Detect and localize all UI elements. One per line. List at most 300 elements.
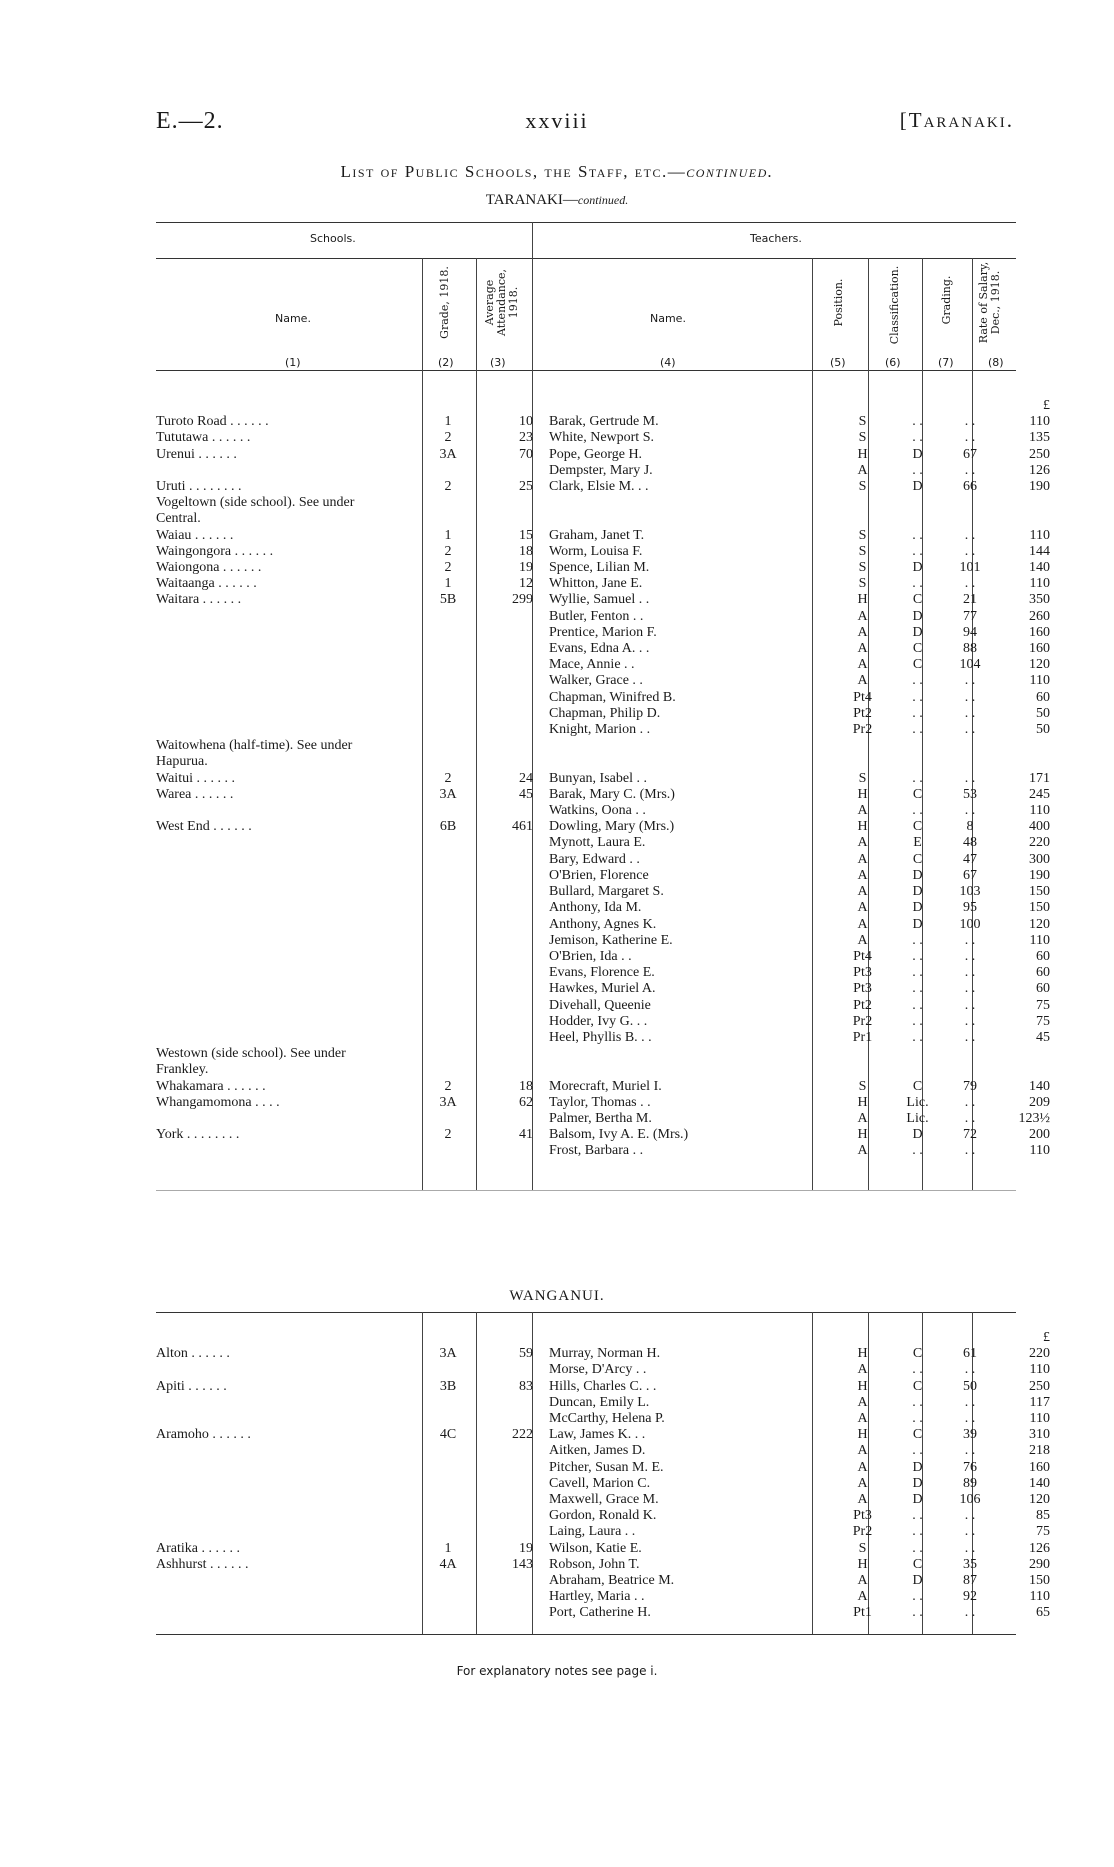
position-cell: Pr2 [852, 722, 873, 738]
classification-cell: Lic. [906, 1110, 929, 1126]
position-cell: A [857, 657, 868, 673]
classification-cell [890, 738, 945, 754]
attendance-cell: 18 [519, 1078, 533, 1094]
grade-cell [418, 463, 478, 479]
salary-cell: 110 [1029, 673, 1050, 689]
table-row [156, 673, 1050, 689]
grade-cell [418, 917, 478, 933]
table-row [156, 1079, 1050, 1095]
school-name-cell [156, 1143, 418, 1159]
position-cell: A [857, 1394, 868, 1410]
table-row [156, 852, 1050, 868]
col-num-5: (5) [830, 356, 846, 369]
grading-cell: 92 [963, 1589, 977, 1605]
grade-cell [418, 1492, 478, 1508]
position-cell: S [858, 479, 867, 495]
grading-cell [945, 754, 995, 770]
table-row [156, 511, 1050, 527]
salary-cell: 400 [1029, 819, 1050, 835]
school-name-cell: Frankley. [156, 1062, 209, 1078]
classification-cell: D [912, 900, 923, 916]
attendance-cell [478, 1573, 539, 1589]
grading-cell: 103 [959, 884, 981, 900]
classification-cell: . . [912, 997, 923, 1013]
salary-cell: 123½ [1018, 1110, 1050, 1126]
grading-cell: 39 [963, 1427, 977, 1443]
teacher-name-cell: Worm, Louisa F. [549, 543, 643, 559]
header-top-rule [156, 222, 1016, 223]
position-cell: A [857, 641, 868, 657]
table-row [156, 463, 1050, 479]
table-row [156, 1379, 1050, 1395]
salary-cell: 171 [1029, 770, 1050, 786]
attendance-cell: 15 [519, 527, 533, 543]
grade-cell [418, 1443, 478, 1459]
salary-cell: 160 [1029, 624, 1050, 640]
header-bottom-rule [156, 370, 1016, 371]
table-row [156, 690, 1050, 706]
salary-cell: 110 [1029, 1362, 1050, 1378]
attendance-cell [478, 609, 539, 625]
salary-cell: 150 [1029, 900, 1050, 916]
grading-cell: . . [964, 462, 976, 478]
grade-cell [418, 1030, 478, 1046]
attendance-cell [478, 1111, 539, 1127]
grading-cell: 79 [963, 1078, 977, 1094]
attendance-cell [478, 1411, 539, 1427]
grading-cell: . . [964, 705, 976, 721]
classification-cell: Lic. [906, 1094, 929, 1110]
grading-cell: . . [964, 689, 976, 705]
grade-cell [418, 641, 478, 657]
salary-cell: 60 [1036, 965, 1050, 981]
classification-cell: D [912, 479, 923, 495]
position-cell: H [857, 819, 868, 835]
position-cell: S [858, 414, 867, 430]
grade-cell [418, 900, 478, 916]
classification-cell: . . [912, 770, 923, 786]
school-name-cell [156, 1111, 418, 1127]
classification-cell [890, 1062, 945, 1078]
grading-cell: . . [964, 1524, 976, 1540]
classification-cell: C [912, 819, 923, 835]
school-name-cell: Uruti . . . . . . . . [156, 479, 242, 495]
school-name-cell: Turoto Road . . . . . . [156, 414, 269, 430]
salary-cell: 190 [1029, 867, 1050, 883]
school-name-cell: Aratika . . . . . . [156, 1540, 240, 1556]
classification-cell: C [912, 1556, 923, 1572]
classification-cell: . . [912, 1394, 923, 1410]
grading-cell: . . [964, 1508, 976, 1524]
col-num-1: (1) [285, 356, 301, 369]
school-name-cell [156, 965, 418, 981]
salary-cell [995, 754, 1050, 770]
grade-cell [418, 1524, 478, 1540]
grade-cell [418, 738, 478, 754]
teacher-name-cell: Gordon, Ronald K. [549, 1508, 657, 1524]
attendance-cell [478, 981, 539, 997]
classification-cell: D [912, 1127, 923, 1143]
teacher-name-cell: O'Brien, Ida . . [549, 948, 632, 964]
attendance-cell [478, 738, 539, 754]
grading-cell: . . [964, 1094, 976, 1110]
grading-cell: 48 [963, 835, 977, 851]
grade-cell [418, 690, 478, 706]
classification-cell: . . [912, 803, 923, 819]
position-cell: A [857, 1459, 868, 1475]
table-row [156, 1330, 1050, 1346]
table-row [156, 1573, 1050, 1589]
table-row [156, 1508, 1050, 1524]
position-cell: S [858, 527, 867, 543]
grading-cell: . . [964, 965, 976, 981]
classification-cell: C [912, 641, 923, 657]
attendance-cell [478, 625, 539, 641]
grading-cell: 101 [959, 560, 981, 576]
grading-cell: 50 [963, 1378, 977, 1394]
attendance-cell [478, 1014, 539, 1030]
position-cell: Pr1 [852, 1029, 873, 1045]
table-row [156, 479, 1050, 495]
salary-cell: 75 [1036, 997, 1050, 1013]
school-name-cell: Waitui . . . . . . [156, 770, 235, 786]
position-cell: S [858, 1078, 867, 1094]
teacher-name-cell: O'Brien, Florence [549, 867, 649, 883]
classification-cell: C [912, 1378, 923, 1394]
teacher-name-cell: Chapman, Philip D. [549, 705, 661, 721]
salary-cell: 110 [1029, 576, 1050, 592]
teacher-name-cell: Cavell, Marion C. [549, 1475, 651, 1491]
school-name-cell: Vogeltown (side school). See under [156, 495, 355, 511]
teacher-name-header: Name. [650, 312, 686, 325]
school-name-cell [156, 1508, 418, 1524]
school-name-cell [156, 868, 418, 884]
attendance-cell [478, 900, 539, 916]
school-name-cell: Urenui . . . . . . [156, 446, 237, 462]
position-cell: H [857, 1427, 868, 1443]
table-row [156, 1014, 1050, 1030]
position-cell: Pt4 [853, 689, 872, 705]
grade-cell: 3B [439, 1378, 457, 1394]
classification-cell: C [912, 592, 923, 608]
position-cell: A [857, 673, 868, 689]
page-header-right: [Taranaki. [899, 108, 1014, 132]
table-row [156, 1095, 1050, 1111]
classification-cell [890, 495, 945, 511]
teacher-name-cell: Morecraft, Muriel I. [549, 1078, 662, 1094]
classification-cell: C [912, 1346, 923, 1362]
school-name-cell [156, 917, 418, 933]
salary-cell: 50 [1036, 722, 1050, 738]
school-name-cell [156, 625, 418, 641]
table-row [156, 1127, 1050, 1143]
salary-cell: 290 [1029, 1556, 1050, 1572]
attendance-cell [478, 884, 539, 900]
attendance-cell [478, 706, 539, 722]
attendance-cell [478, 722, 539, 738]
grade-cell [418, 1014, 478, 1030]
grade-cell [418, 1046, 478, 1062]
grading-cell: . . [964, 1443, 976, 1459]
position-cell: A [857, 1362, 868, 1378]
school-name-cell [156, 1524, 418, 1540]
grading-cell: 95 [963, 900, 977, 916]
school-name-cell [156, 1395, 418, 1411]
classification-cell: . . [912, 965, 923, 981]
school-name-cell [156, 1492, 418, 1508]
position-cell: A [857, 1589, 868, 1605]
salary-cell: 45 [1036, 1029, 1050, 1045]
school-name-header: Name. [275, 312, 311, 325]
position-header: Position. [832, 278, 845, 327]
teacher-name-cell: Evans, Edna A. . . [549, 641, 650, 657]
attendance-cell [478, 641, 539, 657]
school-name-cell [156, 641, 418, 657]
teacher-name-cell: Taylor, Thomas . . [549, 1094, 651, 1110]
classification-cell: . . [912, 981, 923, 997]
classification-cell: . . [912, 932, 923, 948]
grading-cell: 67 [963, 446, 977, 462]
grade-cell: 1 [444, 1540, 452, 1556]
attendance-cell [478, 1030, 539, 1046]
school-name-cell [156, 1014, 418, 1030]
school-name-cell: Tututawa . . . . . . [156, 430, 251, 446]
grade-cell: 5B [439, 592, 457, 608]
document-title: List of Public Schools, the Staff, etc.—continued. [340, 162, 774, 181]
attendance-cell [478, 1605, 539, 1621]
grade-cell: 6B [439, 819, 457, 835]
attendance-cell [478, 1062, 539, 1078]
attendance-header: Average Attendance, 1918. [483, 268, 520, 337]
position-cell: Pt3 [853, 981, 872, 997]
grade-cell [418, 398, 478, 414]
attendance-cell: 18 [519, 543, 533, 559]
classification-cell: D [912, 1459, 923, 1475]
col-num-6: (6) [885, 356, 901, 369]
attendance-cell [478, 1395, 539, 1411]
classification-cell: . . [912, 1443, 923, 1459]
wanganui-end-rule [156, 1634, 1016, 1635]
teacher-name-cell: Wilson, Katie E. [549, 1540, 642, 1556]
table-row [156, 1111, 1050, 1127]
grading-cell: . . [964, 1110, 976, 1126]
teacher-name-cell [539, 1046, 835, 1062]
salary-cell: 135 [1029, 430, 1050, 446]
position-cell: A [857, 1110, 868, 1126]
school-name-cell: Waiongona . . . . . . [156, 560, 262, 576]
table-row [156, 1143, 1050, 1159]
position-cell: H [857, 1346, 868, 1362]
salary-cell: 140 [1029, 560, 1050, 576]
grading-cell: . . [964, 1411, 976, 1427]
attendance-cell [478, 511, 539, 527]
table-row [156, 754, 1050, 770]
school-name-cell [156, 998, 418, 1014]
position-cell: H [857, 1378, 868, 1394]
position-cell: S [858, 543, 867, 559]
teacher-name-cell: Anthony, Ida M. [549, 900, 642, 916]
teacher-name-cell: Jemison, Katherine E. [549, 932, 673, 948]
position-cell: H [857, 1127, 868, 1143]
salary-cell: 110 [1029, 1589, 1050, 1605]
attendance-cell: 19 [519, 1540, 533, 1556]
classification-cell: D [912, 608, 923, 624]
teacher-name-cell: Frost, Barbara . . [549, 1143, 644, 1159]
table-row [156, 1062, 1050, 1078]
attendance-cell [478, 1330, 539, 1346]
classification-cell: . . [912, 1411, 923, 1427]
salary-cell: 126 [1029, 462, 1050, 478]
teacher-name-cell: Robson, John T. [549, 1556, 640, 1572]
grade-cell [418, 1330, 478, 1346]
teacher-name-cell: Wyllie, Samuel . . [549, 592, 650, 608]
teacher-name-cell: Evans, Florence E. [549, 965, 655, 981]
position-cell: Pt2 [853, 997, 872, 1013]
attendance-cell [478, 998, 539, 1014]
grading-cell: 77 [963, 608, 977, 624]
school-name-cell [156, 609, 418, 625]
table-row [156, 447, 1050, 463]
attendance-cell: 45 [519, 786, 533, 802]
classification-cell: C [912, 851, 923, 867]
table-row [156, 787, 1050, 803]
attendance-cell: 299 [512, 592, 533, 608]
teacher-name-cell [539, 1330, 835, 1346]
table-row [156, 1476, 1050, 1492]
school-name-cell: Whangamomona . . . . [156, 1094, 280, 1110]
salary-cell: 117 [1029, 1394, 1050, 1410]
position-cell: A [857, 932, 868, 948]
grading-cell: 61 [963, 1346, 977, 1362]
school-name-cell [156, 981, 418, 997]
table-row [156, 1589, 1050, 1605]
grade-cell: 3A [439, 786, 457, 802]
teacher-name-cell: Chapman, Winifred B. [549, 689, 676, 705]
col-num-3: (3) [490, 356, 506, 369]
grading-cell: 67 [963, 867, 977, 883]
classification-cell: D [912, 446, 923, 462]
table-row [156, 900, 1050, 916]
grade-cell [418, 609, 478, 625]
salary-cell: 110 [1029, 1411, 1050, 1427]
school-name-cell: Waitara . . . . . . [156, 592, 242, 608]
table-row [156, 592, 1050, 608]
classification-cell: . . [912, 430, 923, 446]
grading-cell: . . [964, 803, 976, 819]
classification-cell [890, 398, 945, 414]
grade-cell [418, 884, 478, 900]
grade-cell [418, 1411, 478, 1427]
table-row [156, 657, 1050, 673]
grading-cell: . . [964, 981, 976, 997]
school-name-cell [156, 1411, 418, 1427]
position-cell: A [857, 462, 868, 478]
salary-cell [995, 511, 1050, 527]
salary-cell: 160 [1029, 1459, 1050, 1475]
grading-cell: . . [964, 527, 976, 543]
school-name-cell [156, 1362, 418, 1378]
position-cell: A [857, 900, 868, 916]
attendance-cell: 70 [519, 446, 533, 462]
grade-cell [418, 1508, 478, 1524]
school-name-cell [156, 900, 418, 916]
attendance-cell: 461 [512, 819, 533, 835]
classification-header: Classification. [888, 265, 901, 345]
table-row [156, 609, 1050, 625]
salary-cell: 110 [1029, 1143, 1050, 1159]
position-cell: Pt3 [853, 965, 872, 981]
grade-cell [418, 1062, 478, 1078]
classification-cell: . . [912, 576, 923, 592]
classification-cell: . . [912, 1605, 923, 1621]
grading-cell: 88 [963, 641, 977, 657]
teacher-name-cell: Aitken, James D. [549, 1443, 646, 1459]
grade-cell [418, 722, 478, 738]
salary-cell: 65 [1036, 1605, 1050, 1621]
grade-cell: 2 [444, 1127, 452, 1143]
classification-cell [890, 1330, 945, 1346]
salary-cell: 60 [1036, 981, 1050, 997]
attendance-cell [478, 1143, 539, 1159]
school-name-cell [156, 835, 418, 851]
salary-cell [995, 495, 1050, 511]
classification-cell: D [912, 1573, 923, 1589]
attendance-cell: 25 [519, 479, 533, 495]
salary-cell: 209 [1029, 1094, 1050, 1110]
grading-header: Grading. [940, 275, 953, 325]
page-number: xxviii [525, 108, 589, 133]
position-cell: A [857, 867, 868, 883]
grade-cell: 4A [439, 1556, 457, 1572]
teacher-name-cell: Clark, Elsie M. . . [549, 479, 649, 495]
grading-cell: 104 [959, 657, 981, 673]
classification-cell: . . [912, 1362, 923, 1378]
grade-cell [418, 1589, 478, 1605]
footer-note: For explanatory notes see page i. [456, 1664, 658, 1678]
school-name-cell [156, 949, 418, 965]
school-name-cell [156, 884, 418, 900]
region-title: TARANAKI—continued. [485, 192, 629, 208]
salary-cell: 126 [1029, 1540, 1050, 1556]
wanganui-top-rule [156, 1312, 1016, 1313]
grading-cell: 53 [963, 786, 977, 802]
table-row [156, 1046, 1050, 1062]
salary-cell: 350 [1029, 592, 1050, 608]
position-cell: Pt4 [853, 948, 872, 964]
classification-cell: C [912, 786, 923, 802]
position-cell: A [857, 624, 868, 640]
table-row [156, 544, 1050, 560]
grading-cell: 66 [963, 479, 977, 495]
attendance-cell [478, 868, 539, 884]
wanganui-table [156, 1330, 1050, 1622]
teacher-name-cell: Divehall, Queenie [549, 997, 651, 1013]
school-name-cell [156, 1460, 418, 1476]
table-row [156, 998, 1050, 1014]
position-cell: Pt1 [853, 1605, 872, 1621]
grade-cell: 2 [444, 430, 452, 446]
position-cell [835, 1062, 890, 1078]
school-name-cell [156, 933, 418, 949]
position-cell: Pr2 [852, 1013, 873, 1029]
taranaki-end-rule [156, 1190, 1016, 1191]
table-row [156, 625, 1050, 641]
teacher-name-cell: Walker, Grace . . [549, 673, 643, 689]
grade-cell [418, 673, 478, 689]
school-name-cell [156, 1589, 418, 1605]
salary-header: Rate of Salary, Dec., 1918. [977, 261, 1002, 344]
classification-cell: D [912, 1475, 923, 1491]
